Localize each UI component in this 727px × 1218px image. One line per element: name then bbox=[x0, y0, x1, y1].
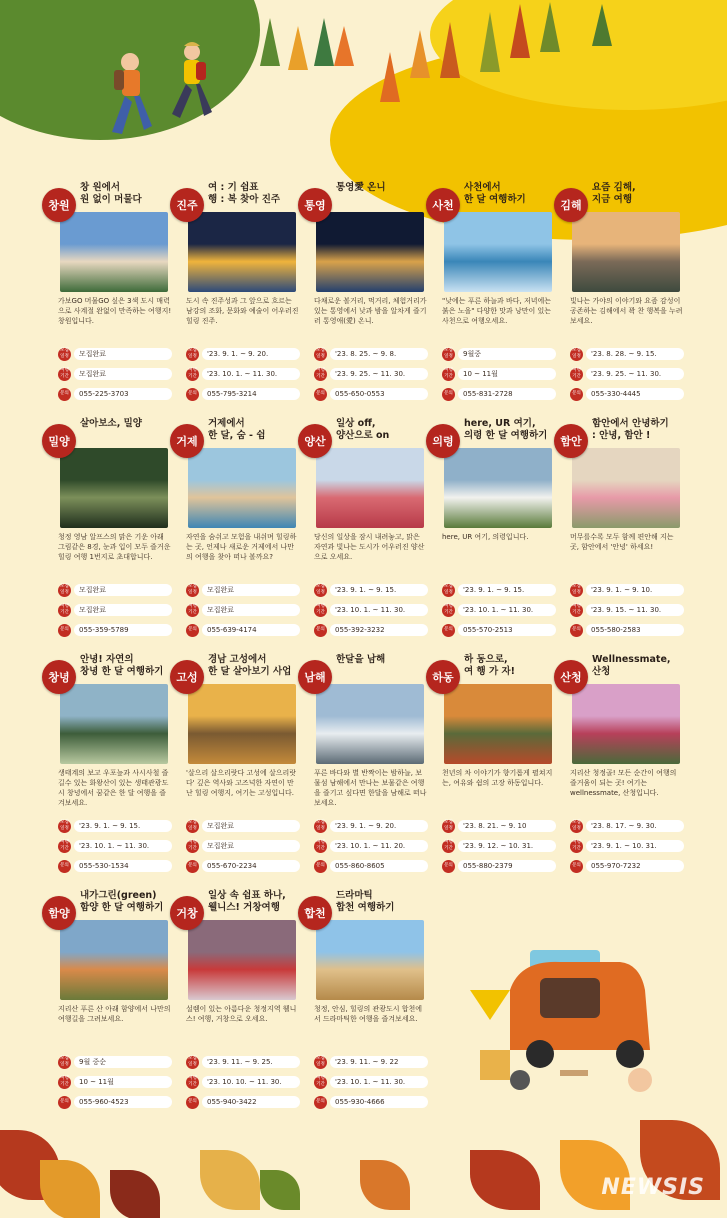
info-tag: 모집일정 bbox=[442, 820, 455, 833]
info-row bbox=[186, 838, 300, 854]
info-tag: 여행기간 bbox=[58, 1076, 71, 1089]
tree-icon bbox=[440, 22, 460, 78]
city-photo bbox=[444, 684, 552, 764]
info-tag: 모집일정 bbox=[58, 584, 71, 597]
info-rows bbox=[570, 582, 684, 642]
info-tag: 모집일정 bbox=[58, 820, 71, 833]
info-row bbox=[570, 386, 684, 402]
info-tag: 여행기간 bbox=[570, 368, 583, 381]
info-value: '23. 9. 11. ~ 9. 25. bbox=[202, 1056, 300, 1068]
info-value: 055-930-4666 bbox=[330, 1096, 428, 1108]
info-row bbox=[314, 1054, 428, 1070]
info-value: '23. 9. 1. ~ 9. 10. bbox=[586, 584, 684, 596]
info-row bbox=[58, 366, 172, 382]
info-value: 055-359-5789 bbox=[74, 624, 172, 636]
info-tag: 모집일정 bbox=[58, 348, 71, 361]
city-photo bbox=[188, 448, 296, 528]
card-title: 거제에서 한 달, 숨 - 쉼 bbox=[208, 418, 266, 441]
card-description: "낮에는 푸른 하늘과 바다, 저녁에는 붉은 노을" 다양한 맛과 낭만이 있는 사천으로 여행오세요. bbox=[442, 297, 552, 325]
info-value: '23. 9. 12. ~ 10. 31. bbox=[458, 840, 556, 852]
info-rows bbox=[58, 818, 172, 878]
leaf-icon bbox=[110, 1170, 160, 1218]
tree-icon bbox=[314, 18, 334, 66]
info-value: '23. 9. 25. ~ 11. 30. bbox=[586, 368, 684, 380]
info-row bbox=[314, 346, 428, 362]
city-photo bbox=[60, 212, 168, 292]
city-photo bbox=[316, 920, 424, 1000]
program-card bbox=[304, 418, 432, 643]
city-badge: 김해 bbox=[554, 188, 588, 222]
info-rows bbox=[186, 1054, 300, 1114]
info-tag: 모집일정 bbox=[186, 584, 199, 597]
info-value: 055-860-8605 bbox=[330, 860, 428, 872]
info-value: 10 ~ 11월 bbox=[74, 1076, 172, 1088]
program-card bbox=[432, 654, 560, 879]
info-tag: 모집일정 bbox=[442, 348, 455, 361]
info-row bbox=[186, 346, 300, 362]
city-badge: 남해 bbox=[298, 660, 332, 694]
tree-icon bbox=[480, 12, 500, 72]
program-card bbox=[176, 418, 304, 643]
info-row bbox=[314, 386, 428, 402]
info-row bbox=[442, 838, 556, 854]
info-value: '23. 8. 17. ~ 9. 30. bbox=[586, 820, 684, 832]
info-row bbox=[314, 838, 428, 854]
city-photo bbox=[316, 212, 424, 292]
info-value: 모집완료 bbox=[202, 584, 300, 596]
program-card bbox=[176, 654, 304, 879]
tree-icon bbox=[380, 52, 400, 102]
card-title: 내가그린(green) 함양 한 달 여행하기 bbox=[80, 890, 164, 913]
program-card bbox=[48, 890, 176, 1115]
city-badge: 합천 bbox=[298, 896, 332, 930]
info-tag: 문의 bbox=[314, 388, 327, 401]
card-title: 살아보소, 밀양 bbox=[80, 418, 142, 429]
tree-icon bbox=[540, 2, 560, 52]
city-badge: 거창 bbox=[170, 896, 204, 930]
info-row bbox=[314, 622, 428, 638]
info-row bbox=[58, 838, 172, 854]
info-value: '23. 9. 15. ~ 11. 30. bbox=[586, 604, 684, 616]
city-photo bbox=[572, 684, 680, 764]
info-row bbox=[186, 1054, 300, 1070]
card-title: 사천에서 한 달 여행하기 bbox=[464, 182, 526, 205]
info-row bbox=[442, 582, 556, 598]
card-title: Wellnessmate, 산청 bbox=[592, 654, 671, 677]
city-badge: 함안 bbox=[554, 424, 588, 458]
info-tag: 모집일정 bbox=[186, 820, 199, 833]
city-photo bbox=[60, 684, 168, 764]
info-tag: 문의 bbox=[442, 388, 455, 401]
watermark: NEWSIS bbox=[601, 1175, 705, 1200]
info-row bbox=[186, 582, 300, 598]
info-value: 모집완료 bbox=[202, 604, 300, 616]
info-value: 모집완료 bbox=[74, 584, 172, 596]
info-tag: 여행기간 bbox=[442, 604, 455, 617]
info-value: 055-530-1534 bbox=[74, 860, 172, 872]
info-rows bbox=[442, 346, 556, 406]
info-value: 055-650-0553 bbox=[330, 388, 428, 400]
info-row bbox=[570, 622, 684, 638]
city-badge: 고성 bbox=[170, 660, 204, 694]
info-value: '23. 9. 1. ~ 9. 15. bbox=[330, 584, 428, 596]
info-tag: 문의 bbox=[570, 860, 583, 873]
city-badge: 창녕 bbox=[42, 660, 76, 694]
info-tag: 문의 bbox=[58, 624, 71, 637]
city-photo bbox=[572, 212, 680, 292]
info-value: '23. 9. 1. ~ 10. 31. bbox=[586, 840, 684, 852]
leaf-icon bbox=[360, 1160, 410, 1210]
info-row bbox=[314, 1074, 428, 1090]
info-value: '23. 9. 11. ~ 9. 22 bbox=[330, 1056, 428, 1068]
info-tag: 문의 bbox=[186, 388, 199, 401]
info-row bbox=[58, 858, 172, 874]
city-photo bbox=[60, 448, 168, 528]
program-card bbox=[560, 654, 688, 879]
city-badge: 하동 bbox=[426, 660, 460, 694]
city-badge: 함양 bbox=[42, 896, 76, 930]
card-title: 드라마틱 합천 여행하기 bbox=[336, 890, 395, 913]
info-tag: 모집일정 bbox=[570, 584, 583, 597]
info-value: 055-225-3703 bbox=[74, 388, 172, 400]
info-tag: 여행기간 bbox=[186, 1076, 199, 1089]
info-value: 9월중 bbox=[458, 348, 556, 360]
program-card bbox=[304, 890, 432, 1115]
card-description: 푸른 바다와 별 반짝이는 밤하늘, 보물섬 남해에서 만나는 보물같은 여행을 즐기고 싶다면 한달을 남해로 떠나보세요. bbox=[314, 769, 427, 807]
card-description: 지리산 청정골! 모든 순간이 여행의 즐거움이 되는 곳! 여기는 wellnessmate, 산청입니다. bbox=[570, 769, 677, 797]
info-row bbox=[186, 858, 300, 874]
info-value: '23. 9. 1. ~ 9. 15. bbox=[74, 820, 172, 832]
info-value: 모집완료 bbox=[202, 840, 300, 852]
info-row bbox=[186, 386, 300, 402]
program-card bbox=[432, 418, 560, 643]
info-tag: 여행기간 bbox=[58, 840, 71, 853]
info-value: '23. 10. 1. ~ 11. 30. bbox=[330, 604, 428, 616]
city-photo bbox=[572, 448, 680, 528]
info-value: 055-970-7232 bbox=[586, 860, 684, 872]
info-tag: 문의 bbox=[442, 624, 455, 637]
info-value: 055-831-2728 bbox=[458, 388, 556, 400]
info-tag: 문의 bbox=[58, 388, 71, 401]
hikers-illustration bbox=[100, 40, 230, 170]
city-photo bbox=[316, 684, 424, 764]
info-rows bbox=[442, 818, 556, 878]
info-tag: 모집일정 bbox=[314, 584, 327, 597]
leaf-icon bbox=[200, 1150, 260, 1210]
info-row bbox=[570, 818, 684, 834]
info-tag: 여행기간 bbox=[314, 840, 327, 853]
info-row bbox=[58, 602, 172, 618]
info-value: 055-940-3422 bbox=[202, 1096, 300, 1108]
city-badge: 거제 bbox=[170, 424, 204, 458]
info-rows bbox=[570, 818, 684, 878]
city-photo bbox=[316, 448, 424, 528]
card-description: 빛나는 가야의 이야기와 요즘 감성이 공존하는 김해에서 꽉 찬 행복을 누려보세요. bbox=[570, 297, 683, 325]
info-value: 055-392-3232 bbox=[330, 624, 428, 636]
city-badge: 의령 bbox=[426, 424, 460, 458]
info-tag: 문의 bbox=[186, 860, 199, 873]
card-description: 머무를수록 모두 함께 편안해 지는 곳, 함안에서 '안녕' 하세요! bbox=[570, 533, 674, 551]
leaf-icon bbox=[470, 1150, 540, 1210]
city-photo bbox=[444, 212, 552, 292]
info-tag: 여행기간 bbox=[442, 368, 455, 381]
program-card bbox=[304, 182, 432, 407]
camping-car-illustration bbox=[470, 930, 670, 1110]
info-row bbox=[58, 386, 172, 402]
program-card bbox=[48, 182, 176, 407]
info-row bbox=[314, 582, 428, 598]
card-description: here, UR 여기, 의령입니다. bbox=[442, 533, 529, 541]
info-tag: 모집일정 bbox=[570, 348, 583, 361]
info-rows bbox=[186, 346, 300, 406]
info-tag: 모집일정 bbox=[442, 584, 455, 597]
card-title: 한달을 남해 bbox=[336, 654, 386, 665]
info-value: '23. 10. 1. ~ 11. 30. bbox=[74, 840, 172, 852]
info-value: 055-795-3214 bbox=[202, 388, 300, 400]
card-description: 당신의 일상을 잠시 내려놓고, 맑은 자연과 빛나는 도시가 어우러진 양산으로 오세요. bbox=[314, 533, 425, 561]
info-row bbox=[570, 366, 684, 382]
card-description: 도시 속 진주성과 그 앞으로 흐르는 남강의 조화, 문화와 예술이 어우러진 힐링 진주. bbox=[186, 297, 299, 325]
city-badge: 양산 bbox=[298, 424, 332, 458]
card-title: 요즘 김해, 지금 여행 bbox=[592, 182, 636, 205]
city-photo bbox=[60, 920, 168, 1000]
info-tag: 문의 bbox=[314, 624, 327, 637]
info-row bbox=[570, 346, 684, 362]
info-tag: 모집일정 bbox=[314, 820, 327, 833]
card-description: 다채로운 볼거리, 먹거리, 체험거리가 있는 통영에서 낮과 밤을 알차게 즐기러 통영애(愛) 온니. bbox=[314, 297, 427, 325]
tree-icon bbox=[288, 26, 308, 70]
info-row bbox=[442, 346, 556, 362]
card-description: '살으리 살으리랏다 고성에 살으리랏다' 깊은 역사와 고즈넉한 자연이 만난 힐링 여행지, 여기는 고성입니다. bbox=[186, 769, 297, 797]
info-value: 모집완료 bbox=[74, 604, 172, 616]
program-card bbox=[176, 182, 304, 407]
card-title: 안녕! 자연의 창녕 한 달 여행하기 bbox=[80, 654, 164, 677]
tree-icon bbox=[260, 18, 280, 66]
card-description: 생태계의 보고 우포늪과 사시사철 즐길수 있는 화왕산이 있는 생태관광도시 창녕에서 꿈같은 한 달 여행을 즐겨보세요. bbox=[58, 769, 169, 807]
info-tag: 문의 bbox=[58, 1096, 71, 1109]
info-row bbox=[442, 602, 556, 618]
info-value: 모집완료 bbox=[202, 820, 300, 832]
info-rows bbox=[58, 1054, 172, 1114]
info-row bbox=[58, 582, 172, 598]
info-tag: 여행기간 bbox=[570, 604, 583, 617]
info-value: 10 ~ 11월 bbox=[458, 368, 556, 380]
card-title: 일상 속 쉼표 하나, 웰니스! 거창여행 bbox=[208, 890, 286, 913]
info-tag: 문의 bbox=[442, 860, 455, 873]
card-description: 지리산 푸른 산 아래 함양에서 나만의 여행길을 그려보세요. bbox=[58, 1005, 171, 1023]
program-card bbox=[176, 890, 304, 1115]
info-tag: 모집일정 bbox=[314, 348, 327, 361]
info-value: 모집완료 bbox=[74, 348, 172, 360]
info-row bbox=[570, 602, 684, 618]
info-tag: 여행기간 bbox=[186, 604, 199, 617]
info-tag: 모집일정 bbox=[314, 1056, 327, 1069]
info-value: 모집완료 bbox=[74, 368, 172, 380]
info-row bbox=[442, 858, 556, 874]
city-badge: 밀양 bbox=[42, 424, 76, 458]
city-photo bbox=[444, 448, 552, 528]
info-row bbox=[186, 622, 300, 638]
card-description: 자연을 숨쉬고 모험을 내쉬며 힐링하는 곳, 언제나 새로운 거제에서 나만의 여행을 찾아 떠나 볼까요? bbox=[186, 533, 297, 561]
info-rows bbox=[58, 346, 172, 406]
city-badge: 산청 bbox=[554, 660, 588, 694]
info-tag: 문의 bbox=[314, 1096, 327, 1109]
info-value: 9월 중순 bbox=[74, 1056, 172, 1068]
info-value: '23. 10. 1. ~ 11. 30. bbox=[330, 1076, 428, 1088]
info-row bbox=[314, 858, 428, 874]
info-tag: 여행기간 bbox=[314, 1076, 327, 1089]
info-row bbox=[442, 366, 556, 382]
info-rows bbox=[570, 346, 684, 406]
info-tag: 문의 bbox=[186, 624, 199, 637]
info-row bbox=[442, 818, 556, 834]
info-tag: 문의 bbox=[314, 860, 327, 873]
card-description: 가보GO 머물GO 싶은 3색 도시 매력으로 사계절 완없이 만족하는 여행지! 창원입니다. bbox=[58, 297, 172, 325]
card-title: 창 원에서 원 없이 머물다 bbox=[80, 182, 142, 205]
program-card bbox=[48, 418, 176, 643]
city-photo bbox=[188, 684, 296, 764]
info-row bbox=[58, 346, 172, 362]
info-row bbox=[570, 582, 684, 598]
info-value: '23. 10. 10. ~ 11. 30. bbox=[202, 1076, 300, 1088]
info-rows bbox=[314, 582, 428, 642]
info-value: 055-880-2379 bbox=[458, 860, 556, 872]
info-value: '23. 9. 1. ~ 9. 20. bbox=[330, 820, 428, 832]
info-rows bbox=[314, 346, 428, 406]
program-card bbox=[560, 182, 688, 407]
info-row bbox=[58, 1094, 172, 1110]
info-tag: 모집일정 bbox=[58, 1056, 71, 1069]
info-rows bbox=[58, 582, 172, 642]
tree-icon bbox=[334, 26, 354, 66]
info-value: '23. 10. 1. ~ 11. 30. bbox=[458, 604, 556, 616]
info-tag: 여행기간 bbox=[58, 604, 71, 617]
info-value: 055-670-2234 bbox=[202, 860, 300, 872]
card-title: here, UR 여기, 의령 한 달 여행하기 bbox=[464, 418, 548, 441]
info-value: 055-580-2583 bbox=[586, 624, 684, 636]
card-title: 통영愛 온니 bbox=[336, 182, 386, 193]
info-row bbox=[58, 818, 172, 834]
info-tag: 여행기간 bbox=[570, 840, 583, 853]
info-tag: 모집일정 bbox=[186, 348, 199, 361]
info-row bbox=[58, 622, 172, 638]
info-row bbox=[570, 858, 684, 874]
city-badge: 진주 bbox=[170, 188, 204, 222]
program-card bbox=[560, 418, 688, 643]
card-title: 여 : 기 쉼표 행 : 복 찾아 진주 bbox=[208, 182, 281, 205]
info-row bbox=[186, 366, 300, 382]
info-tag: 문의 bbox=[570, 388, 583, 401]
info-row bbox=[186, 1094, 300, 1110]
tree-icon bbox=[592, 4, 612, 46]
program-card bbox=[304, 654, 432, 879]
card-description: 청정 영남 알프스의 맑은 기운 아래 그림같은 8경, 눈과 입이 모두 즐거운 힐링 여행 1번지로 초대합니다. bbox=[58, 533, 171, 561]
info-value: '23. 9. 1. ~ 9. 15. bbox=[458, 584, 556, 596]
card-description: 청정, 안심, 힐링의 관광도시 합천에서 드라마틱한 여행을 즐겨보세요. bbox=[314, 1005, 423, 1023]
info-row bbox=[314, 818, 428, 834]
info-row bbox=[442, 622, 556, 638]
info-tag: 여행기간 bbox=[186, 368, 199, 381]
info-value: '23. 10. 1. ~ 11. 30. bbox=[202, 368, 300, 380]
info-rows bbox=[186, 582, 300, 642]
info-tag: 문의 bbox=[186, 1096, 199, 1109]
info-value: '23. 10. 1. ~ 11. 20. bbox=[330, 840, 428, 852]
program-card bbox=[432, 182, 560, 407]
info-row bbox=[314, 366, 428, 382]
info-row bbox=[314, 602, 428, 618]
info-tag: 모집일정 bbox=[186, 1056, 199, 1069]
tree-icon bbox=[510, 4, 530, 58]
card-title: 함안에서 안녕하기 : 안녕, 함안 ! bbox=[592, 418, 669, 441]
city-badge: 통영 bbox=[298, 188, 332, 222]
city-badge: 사천 bbox=[426, 188, 460, 222]
info-row bbox=[186, 1074, 300, 1090]
info-tag: 문의 bbox=[570, 624, 583, 637]
info-rows bbox=[186, 818, 300, 878]
info-tag: 문의 bbox=[58, 860, 71, 873]
city-badge: 창원 bbox=[42, 188, 76, 222]
card-description: 천년의 차 이야기가 향기롭게 펼쳐지는, 여유와 쉼의 고장 하동입니다. bbox=[442, 769, 553, 787]
info-tag: 여행기간 bbox=[186, 840, 199, 853]
info-value: '23. 9. 25. ~ 11. 30. bbox=[330, 368, 428, 380]
leaf-icon bbox=[260, 1170, 300, 1210]
info-row bbox=[58, 1054, 172, 1070]
info-tag: 여행기간 bbox=[58, 368, 71, 381]
city-photo bbox=[188, 920, 296, 1000]
info-tag: 여행기간 bbox=[314, 368, 327, 381]
info-rows bbox=[442, 582, 556, 642]
info-row bbox=[442, 386, 556, 402]
card-title: 하 동으로, 여 행 가 자! bbox=[464, 654, 515, 677]
info-tag: 여행기간 bbox=[314, 604, 327, 617]
card-title: 경남 고성에서 한 달 살아보기 사업 bbox=[208, 654, 292, 677]
leaf-icon bbox=[40, 1160, 100, 1218]
info-value: '23. 8. 25. ~ 9. 8. bbox=[330, 348, 428, 360]
info-row bbox=[570, 838, 684, 854]
info-value: '23. 8. 21. ~ 9. 10 bbox=[458, 820, 556, 832]
info-rows bbox=[314, 818, 428, 878]
info-value: 055-330-4445 bbox=[586, 388, 684, 400]
city-photo bbox=[188, 212, 296, 292]
info-row bbox=[186, 818, 300, 834]
info-row bbox=[186, 602, 300, 618]
info-row bbox=[58, 1074, 172, 1090]
tree-icon bbox=[410, 30, 430, 78]
info-value: '23. 9. 1. ~ 9. 20. bbox=[202, 348, 300, 360]
info-row bbox=[314, 1094, 428, 1110]
info-value: 055-960-4523 bbox=[74, 1096, 172, 1108]
card-description: 설렘이 있는 아름다운 청정지역 웰니스! 여행, 거창으로 오세요. bbox=[186, 1005, 297, 1023]
info-tag: 모집일정 bbox=[570, 820, 583, 833]
info-rows bbox=[314, 1054, 428, 1114]
program-card bbox=[48, 654, 176, 879]
card-title: 일상 off, 양산으로 on bbox=[336, 418, 390, 441]
info-value: 055-570-2513 bbox=[458, 624, 556, 636]
info-tag: 여행기간 bbox=[442, 840, 455, 853]
info-value: '23. 8. 28. ~ 9. 15. bbox=[586, 348, 684, 360]
info-value: 055-639-4174 bbox=[202, 624, 300, 636]
